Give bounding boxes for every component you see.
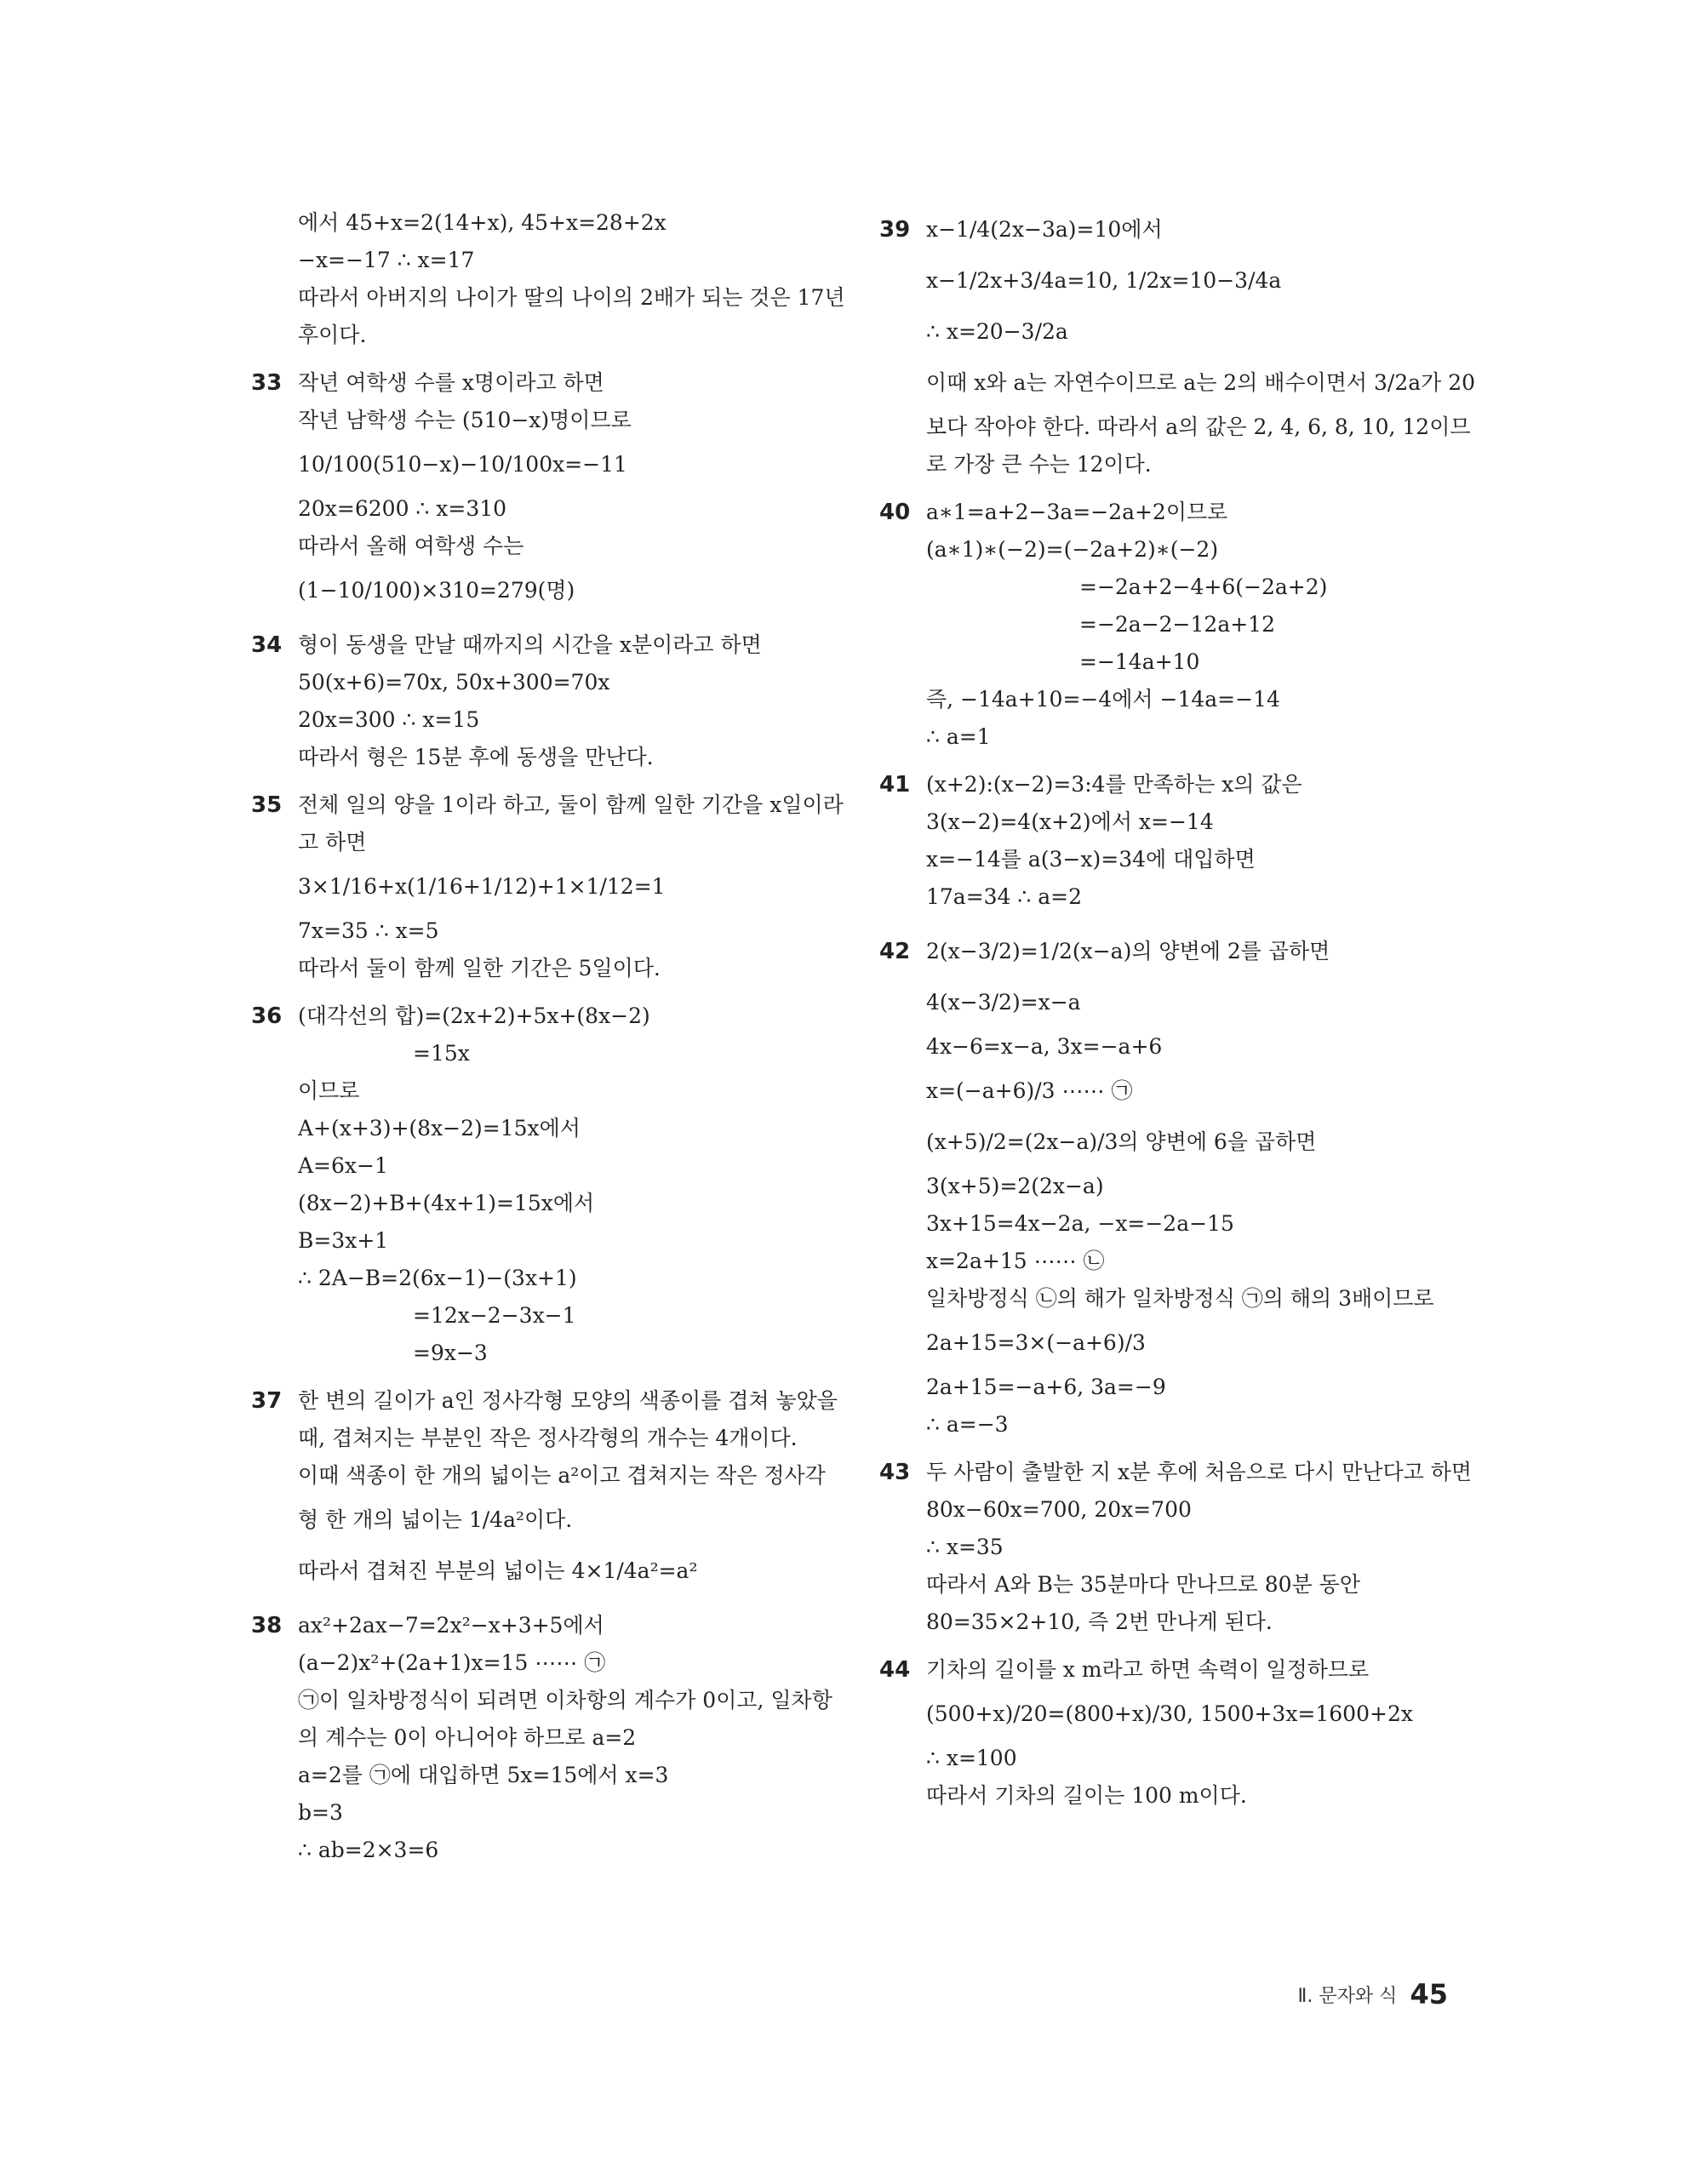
solution-line [879, 494, 1467, 531]
line-text: a=2를 ㉠에 대입하면 5x=15에서 x=3 [298, 1763, 669, 1787]
solution-line [251, 1682, 838, 1719]
line-text: 따라서 아버지의 나이가 딸의 나이의 2배가 되는 것은 17년 [298, 285, 845, 310]
line-text: 4(x−3/2)=x−a [926, 990, 1081, 1015]
solution-line [251, 1607, 838, 1644]
line-text: =9x−3 [413, 1341, 488, 1365]
problem-number: 39 [879, 217, 911, 243]
solution-line [879, 1205, 1467, 1243]
line-text: b=3 [298, 1800, 343, 1825]
solution-line [251, 739, 838, 776]
line-text: 두 사람이 출발한 지 x분 후에 처음으로 다시 만난다고 하면 [926, 1460, 1473, 1484]
problem-number: 33 [251, 370, 283, 396]
line-text: =12x−2−3x−1 [413, 1303, 576, 1328]
solution-line [251, 1297, 838, 1335]
line-text: ∴ x=100 [926, 1746, 1017, 1770]
solution-line [879, 1117, 1467, 1168]
line-text: 따라서 기차의 길이는 100 m이다. [926, 1783, 1247, 1808]
solution-line [879, 1243, 1467, 1280]
line-text: ∴ 2A−B=2(6x−1)−(3x+1) [298, 1266, 577, 1290]
solution-line [251, 1147, 838, 1185]
line-text: =−14a+10 [1079, 649, 1200, 674]
line-text: 에서 45+x=2(14+x), 45+x=28+2x [298, 210, 667, 235]
solution-line [879, 1406, 1467, 1444]
solution-line [879, 1566, 1467, 1604]
line-text: ∴ ab=2×3=6 [298, 1838, 439, 1862]
line-text: 따라서 A와 B는 35분마다 만나므로 80분 동안 [926, 1572, 1360, 1597]
solution-line [879, 681, 1467, 718]
line-text: =−2a+2−4+6(−2a+2) [1079, 575, 1328, 599]
solution-line [879, 446, 1467, 483]
solution-line [251, 317, 838, 354]
solution-line [879, 409, 1471, 446]
solution-line [879, 1529, 1467, 1566]
line-text: (x+2):(x−2)=3:4를 만족하는 x의 값은 [926, 772, 1302, 797]
solution-line [251, 664, 838, 701]
line-text: 80=35×2+10, 즉 2번 만나게 된다. [926, 1609, 1273, 1634]
solution-line [251, 701, 838, 739]
solution-line [251, 786, 844, 824]
line-text: 후이다. [298, 323, 367, 347]
line-text: B=3x+1 [298, 1228, 389, 1253]
line-text: (a∗1)∗(−2)=(−2a+2)∗(−2) [926, 537, 1219, 562]
left-column [251, 204, 845, 1869]
solution-line [251, 1719, 838, 1757]
solution-line [251, 1420, 838, 1457]
line-text: 7x=35 ∴ x=5 [298, 918, 439, 943]
solution-line [879, 1689, 1467, 1740]
line-text: =15x [413, 1041, 470, 1066]
line-text: A=6x−1 [298, 1153, 388, 1178]
solution-line [251, 998, 838, 1035]
line-text: 3×1/16+x(1/16+1/12)+1×1/12=1 [298, 874, 666, 899]
solution-line [251, 1072, 838, 1110]
solution-line [251, 861, 838, 912]
line-text: 80x−60x=700, 20x=700 [926, 1497, 1192, 1522]
section-title: Ⅱ. 문자와 식 [1297, 1985, 1398, 2007]
line-text: ax²+2ax−7=2x²−x+3+5에서 [298, 1613, 604, 1638]
line-text: x=−14를 a(3−x)=34에 대입하면 [926, 847, 1256, 872]
problem-number: 44 [879, 1657, 911, 1683]
solution-line [251, 1757, 838, 1794]
line-text: 3(x−2)=4(x+2)에서 x=−14 [926, 809, 1214, 834]
solution-line [251, 1546, 838, 1597]
line-text: (a−2)x²+(2a+1)x=15 ⋯⋯ ㉠ [298, 1650, 606, 1675]
solution-line [879, 1318, 1467, 1369]
line-text: 한 변의 길이가 a인 정사각형 모양의 색종이를 겹쳐 놓았을 [298, 1388, 838, 1413]
solution-line [251, 626, 838, 664]
solution-line [251, 439, 838, 490]
line-text: 형이 동생을 만날 때까지의 시간을 x분이라고 하면 [298, 632, 762, 657]
solution-line [879, 1651, 1467, 1689]
line-text: x−1/2x+3/4a=10, 1/2x=10−3/4a [926, 268, 1282, 293]
right-column [879, 204, 1476, 1815]
solution-line [251, 1222, 838, 1260]
solution-line [251, 1110, 838, 1147]
solution-line [879, 1369, 1467, 1406]
problem-number: 41 [879, 772, 911, 798]
line-text: 이때 x와 a는 자연수이므로 a는 2의 배수이면서 3/2a가 20 [926, 370, 1476, 395]
line-text: ∴ x=20−3/2a [926, 319, 1068, 344]
solution-line [879, 569, 1467, 606]
line-text: A+(x+3)+(8x−2)=15x에서 [298, 1116, 581, 1141]
problem-number: 34 [251, 632, 283, 658]
solution-line [251, 1382, 838, 1420]
line-text: (x+5)/2=(2x−a)/3의 양변에 6을 곱하면 [926, 1129, 1317, 1154]
line-text: (8x−2)+B+(4x+1)=15x에서 [298, 1191, 595, 1215]
line-text: 때, 겹쳐지는 부분인 작은 정사각형의 개수는 4개이다. [298, 1426, 798, 1450]
solution-line [251, 1832, 838, 1869]
line-text: 20x=6200 ∴ x=310 [298, 496, 507, 521]
page-number: 45 [1410, 1978, 1448, 2010]
solution-line [251, 1495, 838, 1546]
line-text: 2a+15=3×(−a+6)/3 [926, 1330, 1146, 1355]
solution-line [879, 1740, 1467, 1777]
line-text: =−2a−2−12a+12 [1079, 612, 1275, 637]
solution-line [251, 1644, 838, 1682]
line-text: 2a+15=−a+6, 3a=−9 [926, 1375, 1166, 1399]
solution-line [879, 803, 1467, 841]
line-text: 이때 색종이 한 개의 넓이는 a²이고 겹쳐지는 작은 정사각 [298, 1463, 826, 1488]
problem-number: 36 [251, 1003, 283, 1029]
line-text: 작년 남학생 수는 (510−x)명이므로 [298, 408, 632, 432]
solution-line [879, 643, 1467, 681]
solution-line [251, 1260, 838, 1297]
line-text: 10/100(510−x)−10/100x=−11 [298, 452, 627, 477]
line-text: 로 가장 큰 수는 12이다. [926, 452, 1152, 477]
line-text: 전체 일의 양을 1이라 하고, 둘이 함께 일한 기간을 x일이라 [298, 792, 844, 817]
solution-line [251, 490, 838, 528]
solution-line [879, 926, 1467, 977]
solution-line [251, 824, 838, 861]
line-text: 형 한 개의 넓이는 1/4a²이다. [298, 1507, 573, 1532]
solution-line [879, 718, 1467, 756]
solution-line [251, 1035, 838, 1072]
solution-line [251, 565, 838, 616]
line-text: 즉, −14a+10=−4에서 −14a=−14 [926, 687, 1280, 712]
line-text: (500+x)/20=(800+x)/30, 1500+3x=1600+2x [926, 1701, 1413, 1726]
solution-line [251, 1335, 838, 1372]
line-text: ∴ x=35 [926, 1535, 1004, 1559]
solution-line [879, 878, 1467, 916]
line-text: (대각선의 합)=(2x+2)+5x+(8x−2) [298, 1003, 650, 1028]
line-text: 20x=300 ∴ x=15 [298, 707, 480, 732]
solution-line [879, 1280, 1467, 1318]
line-text: 4x−6=x−a, 3x=−a+6 [926, 1034, 1163, 1059]
problem-number: 43 [879, 1460, 911, 1485]
solution-line [879, 531, 1467, 569]
solution-line [879, 1777, 1467, 1815]
line-text: 일차방정식 ㉡의 해가 일차방정식 ㉠의 해의 3배이므로 [926, 1286, 1434, 1311]
line-text: 기차의 길이를 x m라고 하면 속력이 일정하므로 [926, 1657, 1370, 1682]
solution-line [879, 1066, 1467, 1117]
solution-line [879, 841, 1467, 878]
solution-line [251, 279, 845, 317]
solution-line [879, 1454, 1473, 1491]
line-text: 2(x−3/2)=1/2(x−a)의 양변에 2를 곱하면 [926, 939, 1330, 963]
line-text: 따라서 형은 15분 후에 동생을 만난다. [298, 745, 654, 769]
line-text: 3(x+5)=2(2x−a) [926, 1174, 1104, 1198]
solution-line [879, 1028, 1467, 1066]
solution-line [251, 402, 838, 439]
solution-line [251, 1794, 838, 1832]
solution-line [251, 364, 838, 402]
line-text: 17a=34 ∴ a=2 [926, 884, 1083, 909]
line-text: 따라서 올해 여학생 수는 [298, 534, 524, 558]
problem-number: 38 [251, 1613, 283, 1638]
solution-line [879, 255, 1467, 306]
line-text: 작년 여학생 수를 x명이라고 하면 [298, 370, 604, 395]
solution-line [879, 1604, 1467, 1641]
problem-number: 35 [251, 792, 283, 818]
line-text: 따라서 겹쳐진 부분의 넓이는 4×1/4a²=a² [298, 1558, 698, 1583]
line-text: x−1/4(2x−3a)=10에서 [926, 217, 1163, 242]
line-text: 50(x+6)=70x, 50x+300=70x [298, 670, 610, 695]
page-footer [1298, 1978, 1448, 2010]
line-text: 따라서 둘이 함께 일한 기간은 5일이다. [298, 956, 661, 981]
solution-line [251, 950, 838, 987]
line-text: x=2a+15 ⋯⋯ ㉡ [926, 1249, 1105, 1273]
line-text: 의 계수는 0이 아니어야 하므로 a=2 [298, 1725, 637, 1750]
solution-line [879, 977, 1467, 1028]
problem-number: 42 [879, 939, 911, 964]
solution-line [251, 1185, 838, 1222]
solution-line [251, 204, 838, 242]
solution-line [251, 242, 838, 279]
solution-line [251, 528, 838, 565]
line-text: 보다 작아야 한다. 따라서 a의 값은 2, 4, 6, 8, 10, 12이므 [926, 415, 1471, 439]
line-text: a∗1=a+2−3a=−2a+2이므로 [926, 500, 1228, 524]
line-text: (1−10/100)×310=279(명) [298, 578, 575, 603]
line-text: 3x+15=4x−2a, −x=−2a−15 [926, 1211, 1234, 1236]
solution-line [879, 606, 1467, 643]
problem-number: 37 [251, 1388, 283, 1414]
solution-line [879, 766, 1467, 803]
problem-number: 40 [879, 500, 911, 525]
solution-line [879, 306, 1467, 357]
line-text: ∴ a=1 [926, 724, 991, 749]
line-text: −x=−17 ∴ x=17 [298, 248, 475, 272]
solution-line [879, 204, 1467, 255]
line-text: x=(−a+6)/3 ⋯⋯ ㉠ [926, 1078, 1133, 1103]
solution-line [879, 1168, 1467, 1205]
line-text: 고 하면 [298, 830, 367, 855]
solution-line [251, 1457, 838, 1495]
solution-line [251, 912, 838, 950]
line-text: ∴ a=−3 [926, 1412, 1009, 1437]
line-text: ㉠이 일차방정식이 되려면 이차항의 계수가 0이고, 일차항 [298, 1688, 832, 1712]
solution-line [879, 1491, 1467, 1529]
solution-line [879, 357, 1476, 409]
line-text: 이므로 [298, 1078, 360, 1103]
